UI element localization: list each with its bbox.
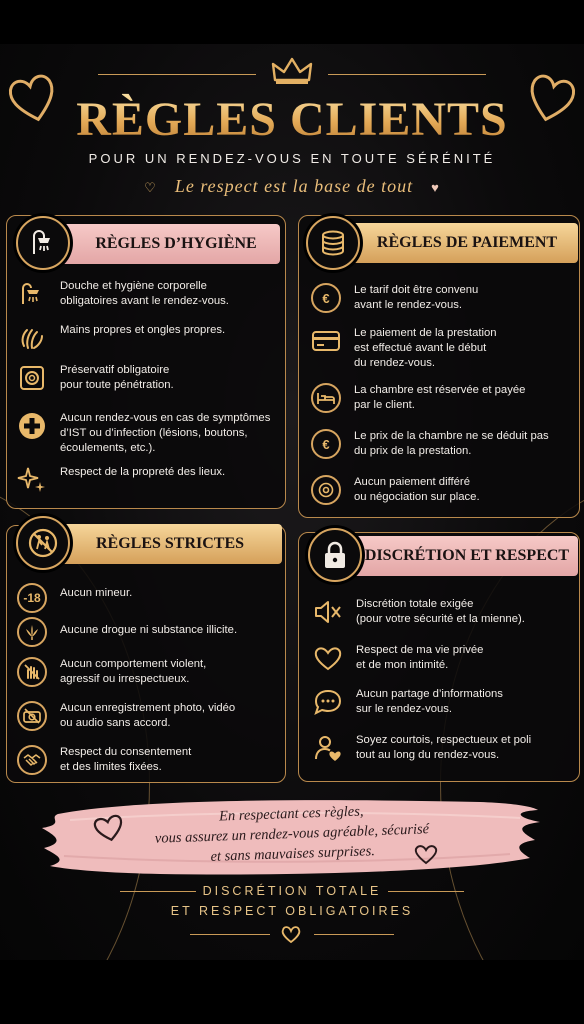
euro-icon: € [311,283,341,313]
heart-icon [280,924,302,944]
header-line-left [98,74,256,75]
footer-line-2: ET RESPECT OBLIGATOIRES [170,904,414,918]
coins-icon [318,228,348,258]
list-item: Soyez courtois, respectueux et poli tout au long du rendez-vous. [312,732,578,764]
payment-medal [306,216,360,270]
list-item: Aucun comportement violent, agressif ou irrespectueux. [16,656,282,688]
list-item: Mains propres et ongles propres. [16,322,282,354]
no-violence-icon [17,657,47,687]
list-item: Aucune drogue ni substance illicite. [16,616,282,648]
page-tagline: ♡ Le respect est la base de tout ♥ [144,176,440,196]
no-delay-icon [311,475,341,505]
list-item: € Le prix de la chambre ne se déduit pas du prix de la prestation. [310,428,576,460]
medical-cross-icon [17,411,47,441]
list-item: La chambre est réservée et payée par le client. [310,382,576,414]
mute-icon [313,598,343,626]
card-icon [311,329,341,353]
list-item: Douche et hygiène corporelle obligatoires avant le rendez-vous. [16,278,282,310]
heart-icon: ♥ [431,180,440,195]
no-camera-icon [17,701,47,731]
user-heart-icon [313,733,343,763]
list-item: Aucun enregistrement photo, vidéo ou audio sans accord. [16,700,282,732]
list-item: Aucun rendez-vous en cas de symptômes d’IST ou d’infection (lésions, boutons, écoulements, etc.). [16,410,282,456]
list-item: Le paiement de la prestation est effectué avant le début du rendez-vous. [310,325,576,371]
footer-line-bottom-left [190,934,270,935]
hands-icon [18,324,46,352]
list-item: -18 Aucun mineur. [16,582,282,614]
poster [0,44,584,960]
footer-line-bottom-right [314,934,394,935]
shower-icon [28,228,58,258]
shower-icon [18,280,46,308]
hygiene-medal [16,216,70,270]
strict-banner: RÈGLES STRICTES [42,524,282,564]
list-item: Respect du consentement et des limites fixées. [16,744,282,776]
discretion-banner: DISCRÉTION ET RESPECT [336,536,578,576]
header-line-right [328,74,486,75]
heart-icon: ♡ [144,180,157,195]
discretion-medal [308,528,362,582]
page-subtitle: POUR UN RENDEZ-VOUS EN TOUTE SÉRÉNITÉ [88,151,496,166]
euro-icon: € [311,429,341,459]
chat-icon [313,688,343,716]
payment-banner: RÈGLES DE PAIEMENT [336,223,578,263]
list-item: Respect de la propreté des lieux. [16,464,282,496]
handshake-icon [17,745,47,775]
list-item: Aucun partage d’informations sur le rendez-vous. [312,686,578,718]
crown-icon [271,56,313,86]
hygiene-banner: RÈGLES D’HYGIÈNE [48,224,280,264]
no-people-icon [27,527,59,559]
condom-icon [18,364,46,392]
lock-icon [322,540,348,570]
sparkles-icon [17,465,47,495]
list-item: Discrétion totale exigée (pour votre sécurité et la mienne). [312,596,578,628]
strict-medal [16,516,70,570]
footer-line-1: DISCRÉTION TOTALE [202,884,382,898]
list-item: Aucun paiement différé ou négociation sur place. [310,474,576,506]
list-item: Respect de ma vie privée et de mon intimité. [312,642,578,674]
closing-message: En respectant ces règles, vous assurez un rendez-vous agréable, sécurisé et sans mauvaises surprises. [154,803,430,865]
page-title: RÈGLES CLIENTS [0,92,584,147]
list-item: € Le tarif doit être convenu avant le rendez-vous. [310,282,576,314]
list-item: Préservatif obligatoire pour toute pénétration. [16,362,282,394]
bed-icon [311,383,341,413]
no-drugs-icon [17,617,47,647]
heart-icon [313,644,343,672]
minus-18-icon: -18 [17,583,47,613]
